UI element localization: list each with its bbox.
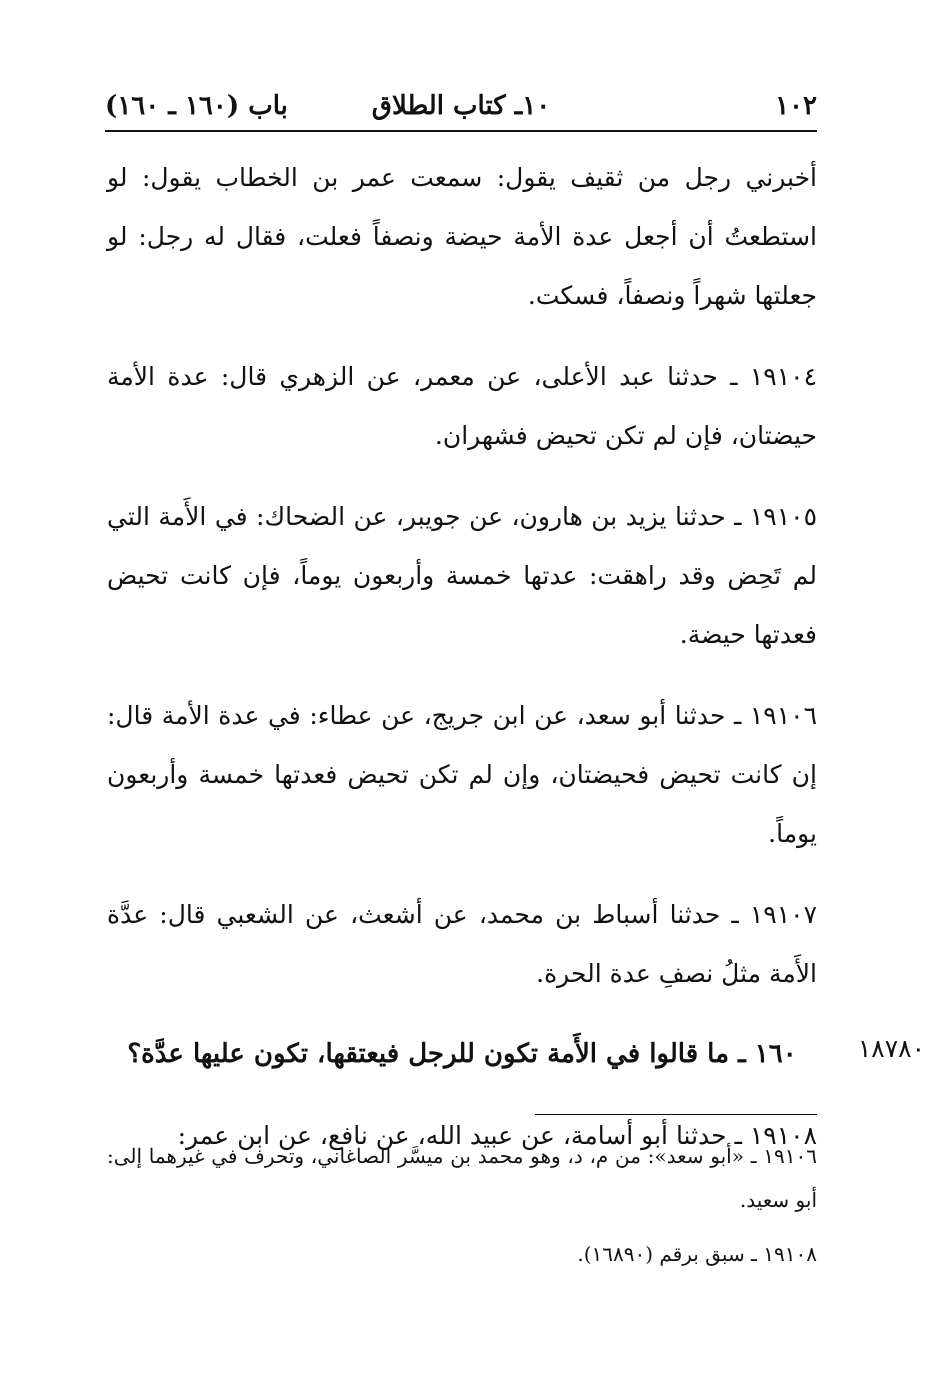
paragraph: ١٩١٠٨ ـ حدثنا أبو أسامة، عن عبيد الله، عن نافع، عن ابن عمر: xyxy=(177,1121,817,1150)
footnote: ١٩١٠٦ ـ «أبو سعد»: من م، د، وهو محمد بن ميسَّر الصاغاني، وتحرف في غيرهما إلى: أبو سعيد. xyxy=(107,1144,817,1212)
section-heading: ١٦٠ ـ ما قالوا في الأَمة تكون للرجل فيعتقها، تكون عليها عدَّة؟ xyxy=(127,1039,797,1069)
page-number: ١٠٢ xyxy=(775,91,817,121)
margin-reference-number: ١٨٧٨٠ xyxy=(857,1034,925,1063)
paragraph: أخبرني رجل من ثقيف يقول: سمعت عمر بن الخطاب يقول: لو استطعتُ أن أجعل عدة الأمة حيضة ونصفاً فعلت، فقال له رجل: لو جعلتها شهراً ونصفاً، فسكت. xyxy=(107,163,817,310)
footnote-divider xyxy=(535,1114,817,1115)
chapter-label: باب (١٦٠ ـ ١٦٠) xyxy=(105,91,288,121)
footnotes xyxy=(107,1134,817,1286)
paragraph: ١٩١٠٤ ـ حدثنا عبد الأعلى، عن معمر، عن الزهري قال: عدة الأمة حيضتان، فإن لم تكن تحيض فشهران. xyxy=(107,362,817,450)
paragraph: ١٩١٠٧ ـ حدثنا أسباط بن محمد، عن أشعث، عن الشعبي قال: عدَّة الأَمة مثلُ نصفِ عدة الحرة. xyxy=(107,900,817,988)
header-divider xyxy=(105,130,817,132)
book-title: ١٠ـ كتاب الطلاق xyxy=(371,91,551,121)
paragraph: ١٩١٠٥ ـ حدثنا يزيد بن هارون، عن جويبر، عن الضحاك: في الأَمة التي لم تَحِض وقد راهقت: عدتها خمسة وأربعون يوماً، فإن كانت تحيض فعدتها حيضة. xyxy=(107,502,817,649)
main-text xyxy=(107,148,817,1187)
page-header xyxy=(105,86,817,126)
footnote: ١٩١٠٨ ـ سبق برقم (١٦٨٩٠). xyxy=(577,1242,817,1266)
paragraph: ١٩١٠٦ ـ حدثنا أبو سعد، عن ابن جريج، عن عطاء: في عدة الأمة قال: إن كانت تحيض فحيضتان، وإن لم تكن تحيض فعدتها خمسة وأربعون يوماً. xyxy=(107,701,817,848)
